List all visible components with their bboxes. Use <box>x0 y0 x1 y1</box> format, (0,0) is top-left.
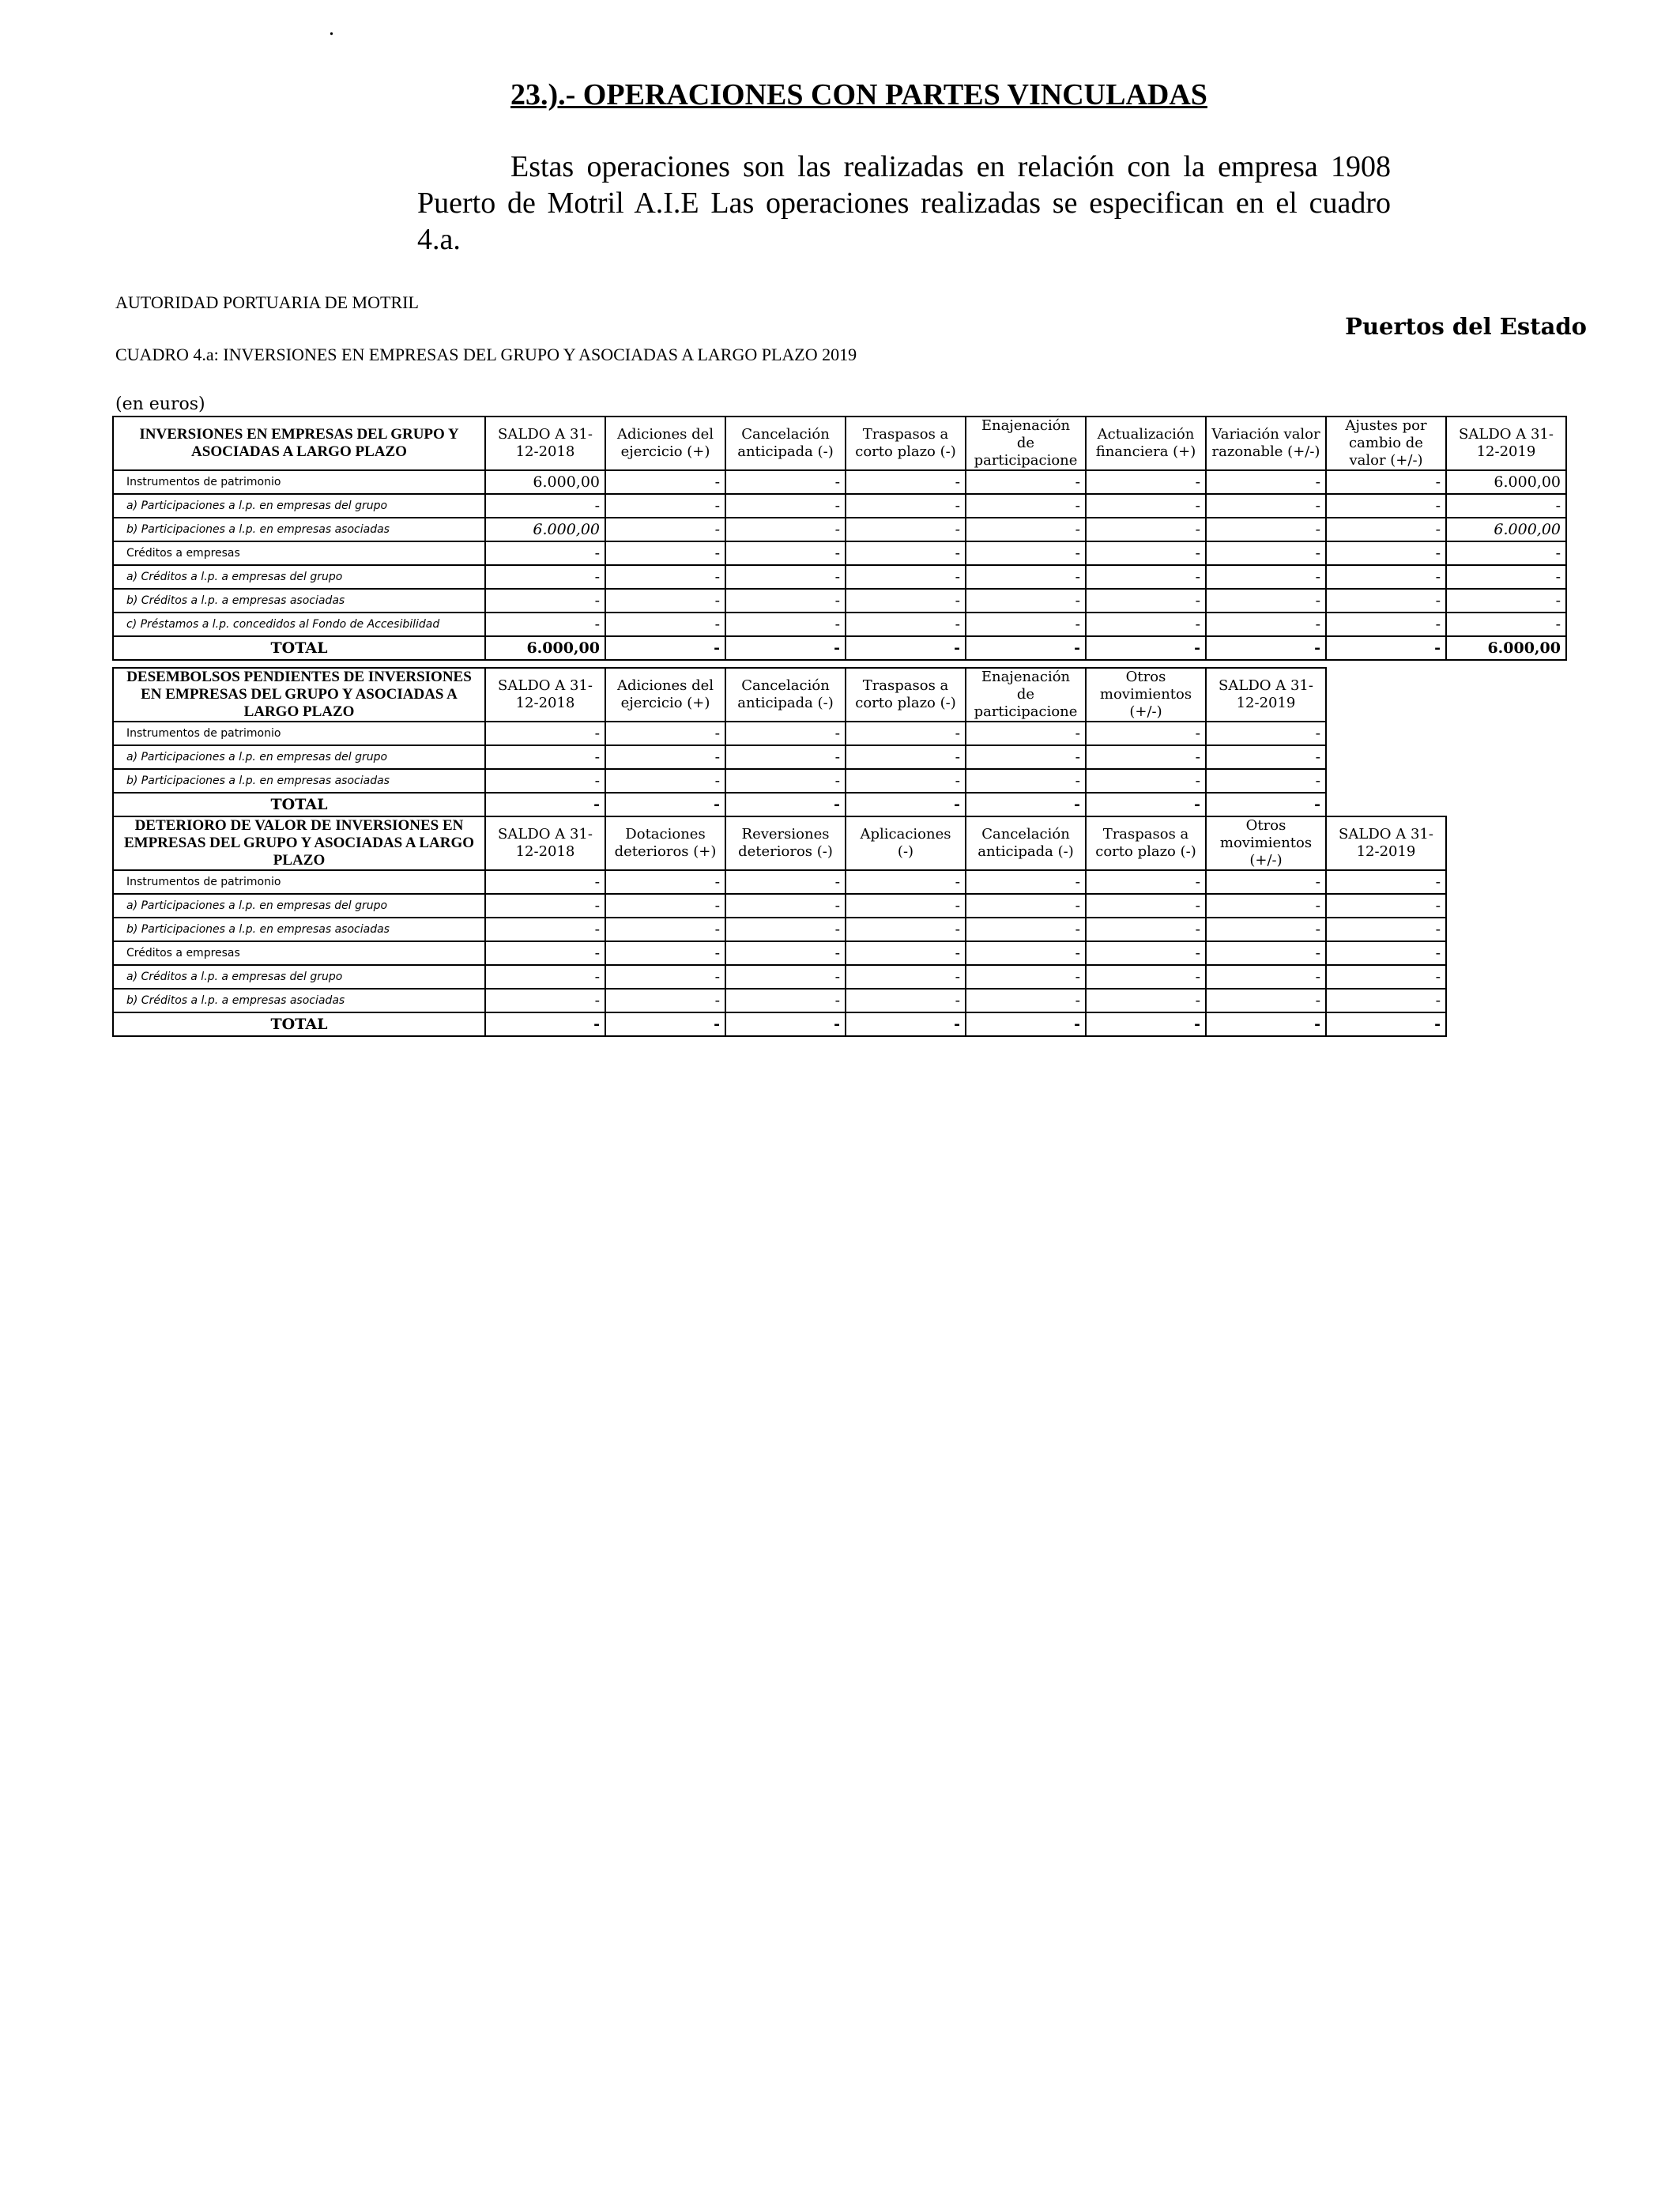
value-cell: - <box>1086 894 1206 918</box>
row-label: a) Créditos a l.p. a empresas del grupo <box>113 565 485 589</box>
impairment-table <box>112 816 1447 1037</box>
table-row <box>113 589 1566 613</box>
value-cell: - <box>846 470 966 494</box>
total-row <box>113 636 1566 660</box>
table-row <box>113 722 1326 745</box>
row-label: Instrumentos de patrimonio <box>113 870 485 894</box>
value-cell: - <box>485 989 605 1012</box>
table-row <box>113 494 1566 518</box>
value-cell: - <box>1326 518 1446 541</box>
value-cell: - <box>966 518 1086 541</box>
pending-disbursements-table <box>112 667 1327 817</box>
value-cell: - <box>846 541 966 565</box>
row-label: a) Créditos a l.p. a empresas del grupo <box>113 965 485 989</box>
column-header: Enajenación de participacione <box>966 417 1086 470</box>
total-value-cell: 6.000,00 <box>1446 636 1566 660</box>
value-cell: - <box>605 518 725 541</box>
brand-logo-text: Puertos del Estado <box>1345 313 1587 340</box>
column-header: Ajustes por cambio de valor (+/-) <box>1326 417 1446 470</box>
value-cell: - <box>1446 541 1566 565</box>
value-cell: - <box>485 494 605 518</box>
value-cell: - <box>1206 541 1326 565</box>
page-mark: . <box>329 16 334 40</box>
table-row <box>113 870 1446 894</box>
unit-note: (en euros) <box>115 394 205 414</box>
value-cell: - <box>605 870 725 894</box>
value-cell: - <box>1086 870 1206 894</box>
total-value-cell: - <box>605 636 725 660</box>
value-cell: - <box>485 941 605 965</box>
value-cell: - <box>485 613 605 636</box>
total-value-cell: - <box>1326 636 1446 660</box>
value-cell: - <box>1326 941 1446 965</box>
total-value-cell: - <box>846 1012 966 1036</box>
value-cell: - <box>1086 470 1206 494</box>
total-value-cell: - <box>966 793 1086 816</box>
row-label: b) Participaciones a l.p. en empresas asociadas <box>113 769 485 793</box>
total-value-cell: 6.000,00 <box>485 636 605 660</box>
value-cell: - <box>605 494 725 518</box>
value-cell: 6.000,00 <box>485 518 605 541</box>
total-value-cell: - <box>725 1012 846 1036</box>
value-cell: - <box>725 745 846 769</box>
value-cell: - <box>966 918 1086 941</box>
value-cell: - <box>966 565 1086 589</box>
value-cell: - <box>1086 613 1206 636</box>
value-cell: - <box>725 989 846 1012</box>
total-value-cell: - <box>846 636 966 660</box>
value-cell: - <box>1326 965 1446 989</box>
value-cell: - <box>1326 541 1446 565</box>
value-cell: - <box>846 613 966 636</box>
value-cell: 6.000,00 <box>1446 518 1566 541</box>
value-cell: - <box>1326 589 1446 613</box>
value-cell: - <box>846 565 966 589</box>
column-header: Cancelación anticipada (-) <box>966 816 1086 870</box>
value-cell: - <box>1206 941 1326 965</box>
value-cell: - <box>1206 470 1326 494</box>
value-cell: - <box>605 965 725 989</box>
value-cell: - <box>1086 941 1206 965</box>
value-cell: - <box>725 941 846 965</box>
column-header: Adiciones del ejercicio (+) <box>605 668 725 722</box>
total-label: TOTAL <box>113 636 485 660</box>
column-header: SALDO A 31-12-2019 <box>1326 816 1446 870</box>
total-value-cell: - <box>846 793 966 816</box>
value-cell: - <box>485 769 605 793</box>
value-cell: - <box>846 722 966 745</box>
value-cell: - <box>1206 494 1326 518</box>
total-value-cell: - <box>966 636 1086 660</box>
value-cell: - <box>1326 989 1446 1012</box>
value-cell: - <box>1086 565 1206 589</box>
value-cell: - <box>605 918 725 941</box>
value-cell: - <box>1086 918 1206 941</box>
total-value-cell: - <box>725 793 846 816</box>
column-header: Enajenación de participacione <box>966 668 1086 722</box>
row-label: a) Participaciones a l.p. en empresas del grupo <box>113 894 485 918</box>
table-subtitle: CUADRO 4.a: INVERSIONES EN EMPRESAS DEL GRUPO Y ASOCIADAS A LARGO PLAZO 2019 <box>115 345 857 364</box>
value-cell: - <box>1206 518 1326 541</box>
value-cell: - <box>1326 494 1446 518</box>
table-row <box>113 769 1326 793</box>
value-cell: - <box>1206 918 1326 941</box>
total-value-cell: - <box>725 636 846 660</box>
value-cell: - <box>1086 965 1206 989</box>
column-header: SALDO A 31-12-2018 <box>485 668 605 722</box>
total-value-cell: - <box>605 793 725 816</box>
row-label: Créditos a empresas <box>113 541 485 565</box>
value-cell: - <box>725 965 846 989</box>
value-cell: - <box>966 989 1086 1012</box>
row-label: a) Participaciones a l.p. en empresas del grupo <box>113 494 485 518</box>
value-cell: 6.000,00 <box>1446 470 1566 494</box>
total-row <box>113 793 1326 816</box>
table-row <box>113 613 1566 636</box>
column-header: Actualización financiera (+) <box>1086 417 1206 470</box>
table-header-row <box>113 417 1566 470</box>
value-cell: - <box>485 870 605 894</box>
total-value-cell: - <box>1206 1012 1326 1036</box>
section-title-cell: DETERIORO DE VALOR DE INVERSIONES EN EMPRESAS DEL GRUPO Y ASOCIADAS A LARGO PLAZO <box>113 816 485 870</box>
value-cell: - <box>846 941 966 965</box>
value-cell: - <box>1086 494 1206 518</box>
value-cell: - <box>1206 565 1326 589</box>
value-cell: - <box>846 965 966 989</box>
table-row <box>113 965 1446 989</box>
row-label: Créditos a empresas <box>113 941 485 965</box>
value-cell: - <box>725 565 846 589</box>
value-cell: - <box>1206 965 1326 989</box>
value-cell: - <box>966 769 1086 793</box>
total-label: TOTAL <box>113 1012 485 1036</box>
value-cell: - <box>605 941 725 965</box>
value-cell: - <box>1326 894 1446 918</box>
value-cell: - <box>966 494 1086 518</box>
value-cell: - <box>1206 722 1326 745</box>
column-header: SALDO A 31-12-2018 <box>485 816 605 870</box>
investments-table <box>112 416 1567 661</box>
value-cell: - <box>1446 494 1566 518</box>
value-cell: - <box>485 894 605 918</box>
column-header: Cancelación anticipada (-) <box>725 417 846 470</box>
row-label: c) Préstamos a l.p. concedidos al Fondo de Accesibilidad <box>113 613 485 636</box>
value-cell: - <box>1206 989 1326 1012</box>
value-cell: - <box>1086 989 1206 1012</box>
value-cell: - <box>725 589 846 613</box>
value-cell: - <box>846 518 966 541</box>
column-header: SALDO A 31-12-2018 <box>485 417 605 470</box>
value-cell: - <box>846 918 966 941</box>
value-cell: - <box>485 918 605 941</box>
value-cell: - <box>485 745 605 769</box>
value-cell: - <box>846 870 966 894</box>
value-cell: - <box>966 470 1086 494</box>
total-value-cell: - <box>1086 1012 1206 1036</box>
value-cell: - <box>1446 589 1566 613</box>
table-row <box>113 541 1566 565</box>
value-cell: - <box>485 565 605 589</box>
value-cell: - <box>846 589 966 613</box>
total-value-cell: - <box>1086 636 1206 660</box>
value-cell: - <box>846 989 966 1012</box>
row-label: a) Participaciones a l.p. en empresas del grupo <box>113 745 485 769</box>
value-cell: - <box>966 745 1086 769</box>
value-cell: - <box>966 894 1086 918</box>
value-cell: - <box>1206 870 1326 894</box>
value-cell: - <box>725 541 846 565</box>
column-header: Cancelación anticipada (-) <box>725 668 846 722</box>
value-cell: - <box>725 918 846 941</box>
value-cell: - <box>605 565 725 589</box>
table-header-row <box>113 668 1326 722</box>
column-header: SALDO A 31-12-2019 <box>1446 417 1566 470</box>
total-value-cell: - <box>1086 793 1206 816</box>
value-cell: - <box>605 894 725 918</box>
section-heading: 23.).- OPERACIONES CON PARTES VINCULADAS <box>510 78 1207 111</box>
table-row <box>113 918 1446 941</box>
column-header: Reversiones deterioros (-) <box>725 816 846 870</box>
value-cell: - <box>725 494 846 518</box>
value-cell: - <box>846 894 966 918</box>
value-cell: - <box>1326 870 1446 894</box>
value-cell: - <box>605 589 725 613</box>
column-header: SALDO A 31-12-2019 <box>1206 668 1326 722</box>
row-label: b) Participaciones a l.p. en empresas asociadas <box>113 918 485 941</box>
value-cell: - <box>1326 613 1446 636</box>
total-label: TOTAL <box>113 793 485 816</box>
value-cell: - <box>846 745 966 769</box>
value-cell: - <box>605 541 725 565</box>
value-cell: - <box>1326 918 1446 941</box>
value-cell: - <box>1326 470 1446 494</box>
value-cell: - <box>846 494 966 518</box>
table-row <box>113 470 1566 494</box>
value-cell: - <box>966 965 1086 989</box>
value-cell: - <box>1206 894 1326 918</box>
table-row <box>113 894 1446 918</box>
section-title-cell: INVERSIONES EN EMPRESAS DEL GRUPO Y ASOCIADAS A LARGO PLAZO <box>113 417 485 470</box>
value-cell: - <box>966 613 1086 636</box>
value-cell: - <box>1206 589 1326 613</box>
column-header: Variación valor razonable (+/-) <box>1206 417 1326 470</box>
row-label: Instrumentos de patrimonio <box>113 722 485 745</box>
column-header: Otros movimientos (+/-) <box>1086 668 1206 722</box>
value-cell: - <box>966 941 1086 965</box>
value-cell: - <box>1086 769 1206 793</box>
table-row <box>113 565 1566 589</box>
value-cell: - <box>725 769 846 793</box>
value-cell: - <box>966 722 1086 745</box>
row-label: b) Participaciones a l.p. en empresas asociadas <box>113 518 485 541</box>
value-cell: - <box>725 470 846 494</box>
value-cell: - <box>605 722 725 745</box>
total-value-cell: - <box>1206 636 1326 660</box>
column-header: Traspasos a corto plazo (-) <box>846 417 966 470</box>
column-header: Otros movimientos (+/-) <box>1206 816 1326 870</box>
organization-name: AUTORIDAD PORTUARIA DE MOTRIL <box>115 292 419 312</box>
total-value-cell: - <box>485 793 605 816</box>
value-cell: - <box>605 745 725 769</box>
total-value-cell: - <box>605 1012 725 1036</box>
value-cell: - <box>725 518 846 541</box>
value-cell: - <box>725 722 846 745</box>
table-row <box>113 518 1566 541</box>
value-cell: - <box>725 894 846 918</box>
value-cell: - <box>485 541 605 565</box>
column-header: Traspasos a corto plazo (-) <box>846 668 966 722</box>
column-header: Traspasos a corto plazo (-) <box>1086 816 1206 870</box>
value-cell: - <box>1086 518 1206 541</box>
column-header: Adiciones del ejercicio (+) <box>605 417 725 470</box>
value-cell: - <box>1446 565 1566 589</box>
value-cell: - <box>1086 541 1206 565</box>
value-cell: - <box>966 589 1086 613</box>
value-cell: - <box>1206 613 1326 636</box>
intro-paragraph: Estas operaciones son las realizadas en relación con la empresa 1908 Puerto de Motril A.I.E Las operaciones realizadas se especifican en el cuadro 4.a. <box>417 150 1391 256</box>
column-header: Aplicaciones (-) <box>846 816 966 870</box>
value-cell: 6.000,00 <box>485 470 605 494</box>
total-row <box>113 1012 1446 1036</box>
table-row <box>113 989 1446 1012</box>
value-cell: - <box>605 613 725 636</box>
value-cell: - <box>1446 613 1566 636</box>
value-cell: - <box>966 541 1086 565</box>
row-label: b) Créditos a l.p. a empresas asociadas <box>113 589 485 613</box>
value-cell: - <box>725 613 846 636</box>
row-label: b) Créditos a l.p. a empresas asociadas <box>113 989 485 1012</box>
value-cell: - <box>605 470 725 494</box>
value-cell: - <box>485 965 605 989</box>
row-label: Instrumentos de patrimonio <box>113 470 485 494</box>
value-cell: - <box>605 989 725 1012</box>
table-row <box>113 745 1326 769</box>
value-cell: - <box>1206 745 1326 769</box>
value-cell: - <box>1086 745 1206 769</box>
value-cell: - <box>1326 565 1446 589</box>
value-cell: - <box>966 870 1086 894</box>
table-header-row <box>113 816 1446 870</box>
value-cell: - <box>1086 722 1206 745</box>
total-value-cell: - <box>1206 793 1326 816</box>
value-cell: - <box>725 870 846 894</box>
value-cell: - <box>1206 769 1326 793</box>
section-title-cell: DESEMBOLSOS PENDIENTES DE INVERSIONES EN EMPRESAS DEL GRUPO Y ASOCIADAS A LARGO PLAZO <box>113 668 485 722</box>
value-cell: - <box>485 589 605 613</box>
value-cell: - <box>846 769 966 793</box>
total-value-cell: - <box>1326 1012 1446 1036</box>
total-value-cell: - <box>485 1012 605 1036</box>
value-cell: - <box>1086 589 1206 613</box>
value-cell: - <box>485 722 605 745</box>
total-value-cell: - <box>966 1012 1086 1036</box>
table-row <box>113 941 1446 965</box>
value-cell: - <box>605 769 725 793</box>
column-header: Dotaciones deterioros (+) <box>605 816 725 870</box>
